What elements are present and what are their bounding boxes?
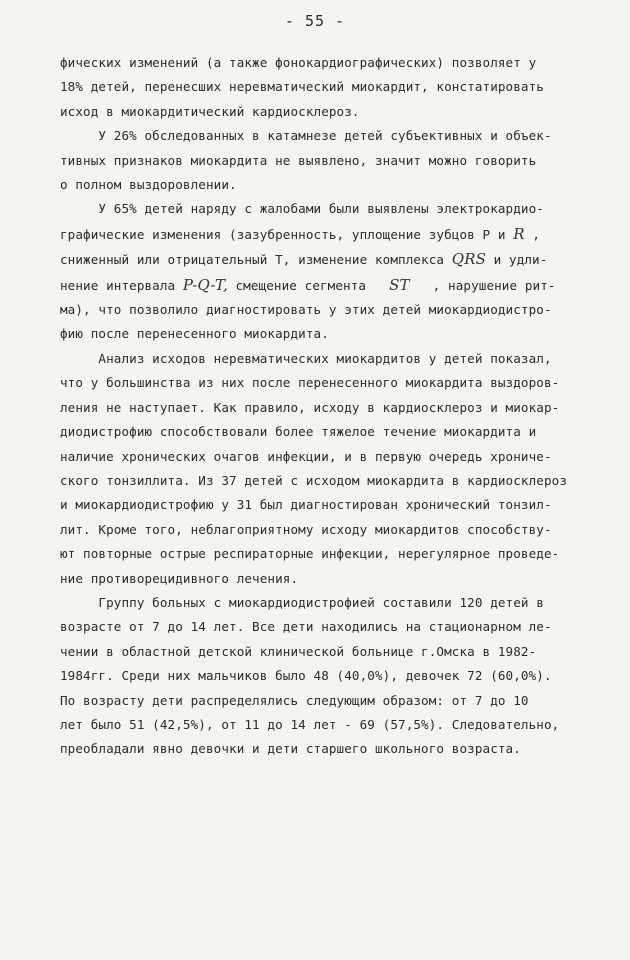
body-text (60, 51, 600, 762)
line-text: смещение сегмента (227, 277, 390, 293)
line-text: У 65% детей наряду с жалобами были выявлены электрокардио- (60, 201, 544, 217)
line-text: ние противорецидивного лечения. (60, 570, 299, 586)
line-text: о полном выздоровлении. (60, 177, 237, 193)
line-text: 18% детей, перенесших неревматический миокардит, констатировать (60, 79, 544, 95)
text-line (60, 322, 600, 346)
line-text: сниженный или отрицательный Т, изменение комплекса (60, 252, 452, 268)
text-line (60, 51, 600, 75)
line-text: У 26% обследованных в катамнезе детей субъективных и объек- (60, 128, 552, 144)
text-line (60, 469, 600, 493)
text-line (60, 100, 600, 124)
text-line (60, 493, 600, 517)
line-text: нение интервала (60, 277, 183, 293)
line-text: наличие хронических очагов инфекции, и в первую очередь хрониче- (60, 448, 552, 464)
text-line (60, 149, 600, 173)
line-text: фических изменений (а также фонокардиографических) позволяет у (60, 55, 537, 70)
text-line (60, 173, 600, 197)
line-text: фию после перенесенного миокардита. (60, 326, 329, 342)
line-text: ского тонзиллита. Из 37 детей с исходом миокардита в кардиосклероз (60, 472, 568, 488)
line-text: возрасте от 7 до 14 лет. Все дети находились на стационарном ле- (60, 619, 552, 635)
line-text: и миокардиодистрофию у 31 был диагностирован хронический тонзил- (60, 497, 552, 513)
text-line (60, 591, 600, 615)
line-text: тивных признаков миокардита не выявлено, значит можно говорить (60, 152, 537, 168)
line-text: исход в миокардитический кардиосклероз. (60, 103, 360, 119)
text-line (60, 689, 600, 713)
handwritten-notation: P-Q-T, (182, 275, 228, 294)
line-text: ления не наступает. Как правило, исходу в кардиосклероз и миокар- (60, 399, 560, 415)
line-text: чении в областной детской клинической больнице г.Омска в 1982- (60, 643, 537, 659)
line-text: ют повторные острые респираторные инфекции, нерегулярное проведе- (60, 546, 560, 562)
handwritten-notation: ST (389, 275, 410, 294)
text-line (60, 298, 600, 322)
text-line (60, 615, 600, 639)
page-number: - 55 - (284, 12, 346, 30)
text-line (60, 124, 600, 148)
text-line (60, 567, 600, 591)
text-line (60, 518, 600, 542)
text-line (60, 664, 600, 688)
line-text: и удли- (485, 252, 548, 268)
line-text: лет было 51 (42,5%), от 11 до 14 лет - 69 (57,5%). Следовательно, (60, 716, 560, 732)
line-text: ма), что позволило диагностировать у этих детей миокардиодистро- (60, 302, 552, 318)
line-text: Группу больных с миокардиодистрофией составили 120 детей в (60, 594, 544, 610)
line-text: диодистрофию способствовали более тяжелое течение миокардита и (60, 424, 537, 440)
text-line (60, 371, 600, 395)
text-line (60, 273, 600, 298)
text-line (60, 197, 600, 221)
text-line (60, 737, 600, 761)
text-line (60, 222, 600, 247)
line-text: , (524, 226, 541, 242)
text-line (60, 347, 600, 371)
line-text: , нарушение рит- (409, 277, 556, 293)
text-line (60, 75, 600, 99)
line-text: 1984гг. Среди них мальчиков было 48 (40,0%), девочек 72 (60,0%). (60, 668, 552, 684)
text-line (60, 420, 600, 444)
line-text: Анализ исходов неревматических миокардитов у детей показал, (60, 350, 552, 366)
line-text: что у большинства из них после перенесенного миокардита выздоров- (60, 375, 560, 391)
text-line (60, 542, 600, 566)
text-line (60, 396, 600, 420)
handwritten-notation: R (513, 224, 525, 243)
text-line (60, 247, 600, 272)
line-text: По возрасту дети распределялись следующим образом: от 7 до 10 (60, 692, 529, 708)
line-text: преобладали явно девочки и дети старшего школьного возраста. (60, 741, 521, 757)
line-text: лит. Кроме того, неблагоприятному исходу миокардитов способству- (60, 521, 552, 537)
handwritten-notation: QRS (451, 250, 486, 269)
text-line (60, 640, 600, 664)
text-line (60, 713, 600, 737)
line-text: графические изменения (зазубренность, уплощение зубцов Р и (60, 226, 514, 242)
text-line (60, 445, 600, 469)
